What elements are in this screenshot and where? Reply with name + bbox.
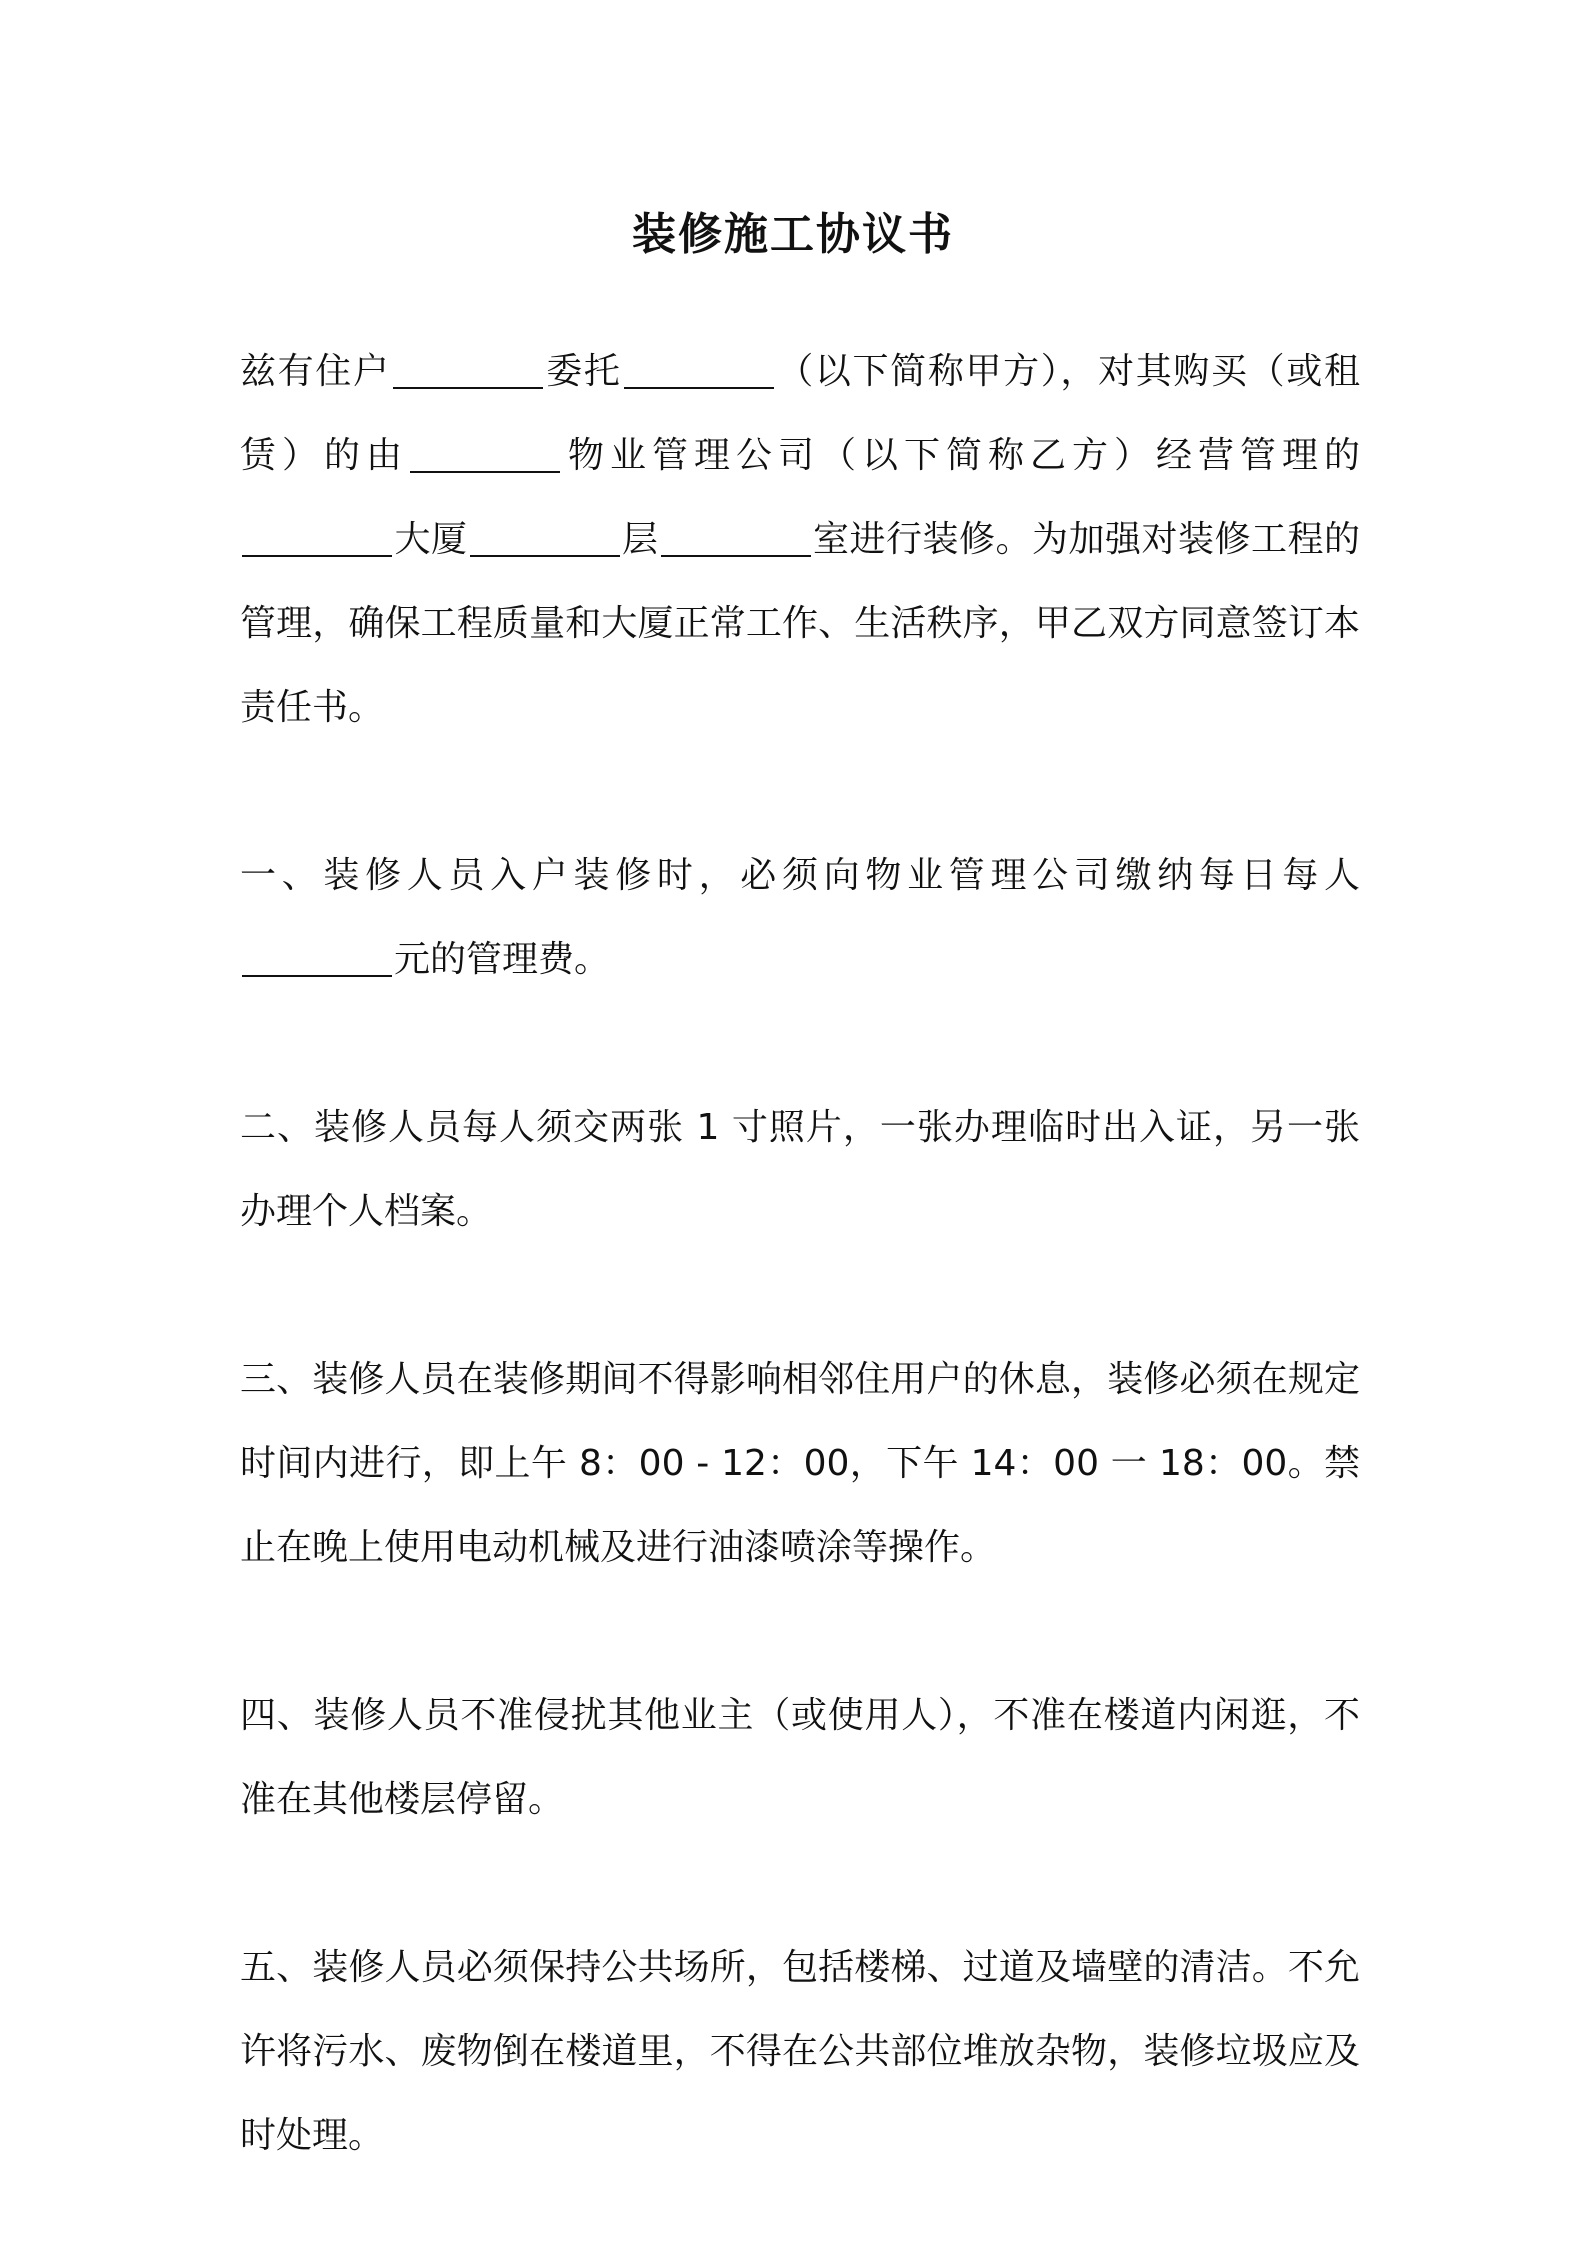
intro-text-5: 大厦 (394, 519, 468, 560)
intro-text-2: 委托 (544, 351, 622, 392)
clause-1 (240, 834, 1360, 1002)
resident-name-blank (393, 347, 543, 389)
clause-5: 五、装修人员必须保持公共场所，包括楼梯、过道及墙壁的清洁。不允许将污水、废物倒在楼道里，不得在公共部位堆放杂物，装修垃圾应及时处理。 (240, 1947, 1360, 2156)
clause-4: 四、装修人员不准侵扰其他业主（或使用人），不准在楼道内闲逛，不准在其他楼层停留。 (240, 1695, 1360, 1820)
clause-2: 二、装修人员每人须交两张 1 寸照片，一张办理临时出入证，另一张办理个人档案。 (240, 1107, 1360, 1232)
intro-text-3: （以下简称甲方），对其购买（或租赁）的由 (240, 351, 1360, 476)
intro-text-6: 层 (621, 519, 659, 560)
intro-paragraph (240, 330, 1360, 750)
floor-blank (470, 515, 620, 557)
intro-text-1: 兹有住户 (240, 351, 391, 392)
building-name-blank (242, 515, 392, 557)
property-company-blank (410, 431, 560, 473)
document-body (240, 330, 1360, 2262)
document-title: 装修施工协议书 (632, 209, 954, 260)
entrusted-party-blank (624, 347, 774, 389)
management-fee-blank (242, 935, 392, 977)
clause-1-text-2: 元的管理费。 (394, 939, 611, 980)
clause-3: 三、装修人员在装修期间不得影响相邻住用户的休息，装修必须在规定时间内进行，即上午 8：00 - 12：00，下午 14：00 一 18：00。禁止在晚上使用电动机械及进行油漆喷涂等操作。 (240, 1359, 1360, 1568)
clause-1-text-1: 一、装修人员入户装修时，必须向物业管理公司缴纳每日每人 (240, 855, 1360, 896)
intro-text-7: 室进行装修。为加强对装修工程的管理，确保工程质量和大厦正常工作、生活秩序，甲乙双方同意签订本责任书。 (240, 519, 1360, 728)
intro-text-4: 物业管理公司（以下简称乙方）经营管理的 (562, 435, 1360, 476)
room-blank (661, 515, 811, 557)
